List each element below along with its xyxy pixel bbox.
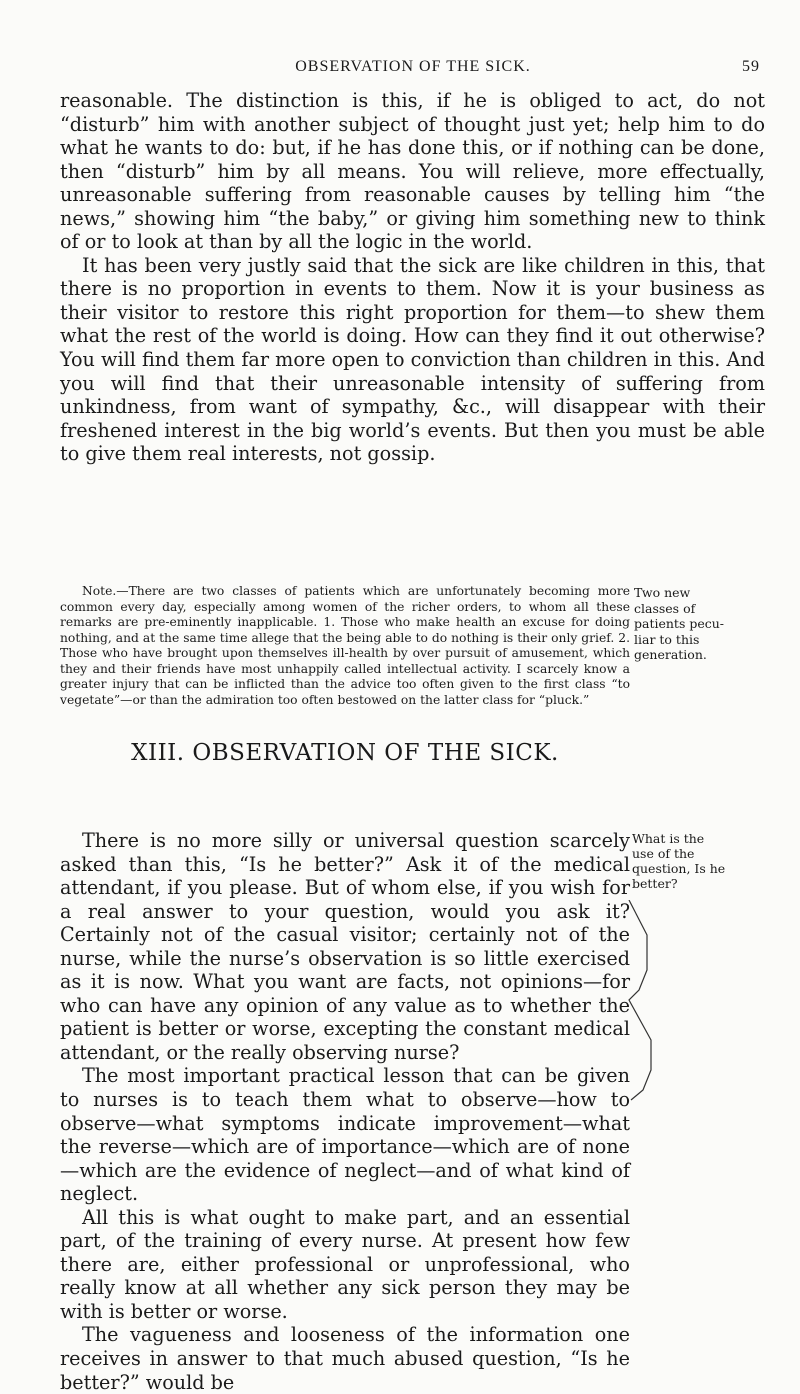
margin-line: question, Is he <box>632 861 726 876</box>
margin-line: liar to this <box>634 631 700 647</box>
margin-line: generation. <box>634 647 707 662</box>
margin-line: patients pecu- <box>634 616 725 631</box>
margin-line: What is the <box>632 831 705 846</box>
margin-line: classes of <box>634 600 696 616</box>
margin-line: better? <box>632 876 678 891</box>
paragraph: All this is what ought to make part, and an essential part, of the training of every nurse. At present how few there are, either professional or unprofessional, who really know at all whether any sick person they may be with is better or worse. <box>60 1205 630 1323</box>
margin-line: use of the <box>632 846 695 861</box>
footnote: Note.—There are two classes of patients which are unfortunately becoming more common every day, especially among women of the richer orders, to whom all these remarks are pre-eminently inapplicable. 1. Those who make health an excuse for doing nothing, and at the same time allege that the being able to do nothing is their only grief. 2. Those who have brought upon themselves ill-health by over pursuit of amusement, which they and their friends have most unhappily called intellectual activity. I scarcely know a greater injury that can be inflicted than the advice too often given to the first class “to vegetate”—or than the admiration too often bestowed on the latter class for “pluck.” <box>60 584 630 707</box>
running-header <box>60 58 766 82</box>
running-title: OBSERVATION OF THE SICK. <box>295 58 531 75</box>
section-heading: XIII. OBSERVATION OF THE SICK. <box>131 740 559 766</box>
margin-note-classes <box>634 585 794 663</box>
margin-line: Two new <box>634 585 691 600</box>
margin-note-question <box>632 831 797 891</box>
paragraph: There is no more silly or universal question scarcely asked than this, “Is he better?” Ask it of the medical attendant, if you please. But of whom else, if you wish for a real answer to your question, would you ask it? Certainly not of the casual visitor; certainly not of the nurse, while the nurse’s observation is so little exercised as it is now. What you want are facts, not opinions—for who can have any opinion of any value as to whether the patient is better or worse, excepting the constant medical attendant, or the really observing nurse? <box>60 829 630 1064</box>
section-body <box>60 829 630 1394</box>
paragraph: It has been very justly said that the sick are like children in this, that there is no proportion in events to them. Now it is your business as their visitor to restore this right proportion for them—to shew them what the rest of the world is doing. How can they find it out otherwise? You will find them far more open to conviction than children in this. And you will find that their unreasonable intensity of suffering from unkindness, from want of sympathy, &c., will disappear with their freshened interest in the big world’s events. But then you must be able to give them real interests, not gossip. <box>60 253 765 466</box>
page-number: 59 <box>742 58 760 75</box>
paragraph: The vagueness and looseness of the information one receives in answer to that much abused question, “Is he better?” would be <box>60 1323 630 1394</box>
paragraph: reasonable. The distinction is this, if he is obliged to act, do not “disturb” him with another subject of thought just yet; help him to do what he wants to do: but, if he has done this, or if nothing can be done, then “disturb” him by all means. You will relieve, more effectually, unreasonable suffering from reasonable causes by telling him “the news,” showing him “the baby,” or giving him something new to think of or to look at than by all the logic in the world. <box>60 89 765 254</box>
paragraph: The most important practical lesson that can be given to nurses is to teach them what to observe—how to observe—what symptoms indicate improvement—what the reverse—which are of importance—which are of none—which are the evidence of neglect—and of what kind of neglect. <box>60 1064 630 1206</box>
body-text <box>60 89 765 466</box>
margin-bracket-line <box>625 900 665 1150</box>
